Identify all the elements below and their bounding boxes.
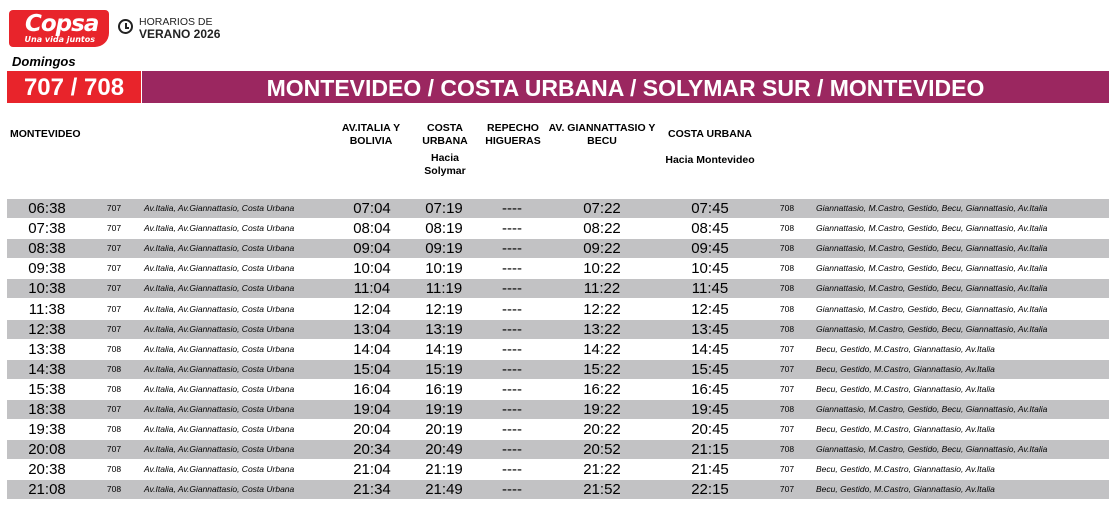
col-costa-out-line3: Hacia [430,152,460,164]
col-costa-urbana-in [650,128,770,167]
col-costa-in-line2: Hacia Montevideo [665,154,755,166]
via-in: Giannattasio, M.Castro, Gestido, Becu, Giannattasio, Av.Italia [816,283,1048,294]
table-row [7,300,1109,319]
time-costa-in: 12:45 [691,300,729,318]
time-costa-out: 20:49 [425,441,463,459]
route-out: 707 [106,444,122,455]
via-in: Becu, Gestido, M.Castro, Giannattasio, Av.Italia [816,424,995,435]
time-costa-out: 11:19 [425,280,463,298]
time-repecho: ---- [502,200,522,217]
schedule-season [139,16,220,40]
route-out: 708 [106,424,122,435]
route-name: MONTEVIDEO / COSTA URBANA / SOLYMAR SUR / MONTEVIDEO [142,71,1109,103]
table-row [7,199,1109,218]
via-out: Av.Italia, Av.Giannattasio, Costa Urbana [144,444,295,455]
time-giannattasio: 10:22 [583,260,621,278]
table-row [7,400,1109,419]
table-row [7,239,1109,258]
col-repecho-line1: REPECHO [487,122,539,134]
time-av-italia: 16:04 [353,380,391,398]
departure-time: 09:38 [28,260,66,278]
time-costa-out: 13:19 [425,320,463,338]
time-giannattasio: 09:22 [583,240,621,258]
via-out: Av.Italia, Av.Giannattasio, Costa Urbana [144,464,295,475]
time-av-italia: 07:04 [353,200,391,217]
table-row [7,360,1109,379]
time-costa-out: 14:19 [425,340,463,358]
time-repecho: ---- [502,421,522,439]
time-costa-in: 21:45 [691,461,729,479]
via-out: Av.Italia, Av.Giannattasio, Costa Urbana [144,343,295,354]
time-costa-in: 16:45 [691,380,729,398]
day-label: Domingos [12,54,76,69]
time-costa-out: 08:19 [425,220,463,238]
time-giannattasio: 20:22 [583,421,621,439]
time-repecho: ---- [502,441,522,459]
time-repecho: ---- [502,240,522,258]
via-out: Av.Italia, Av.Giannattasio, Costa Urbana [144,323,295,334]
time-costa-out: 21:49 [425,481,463,499]
table-row [7,279,1109,298]
route-out: 708 [106,383,122,394]
route-in: 707 [779,383,795,394]
via-out: Av.Italia, Av.Giannattasio, Costa Urbana [144,484,295,495]
via-out: Av.Italia, Av.Giannattasio, Costa Urbana [144,283,295,294]
col-repecho [478,122,548,148]
route-out: 707 [106,323,122,334]
table-row [7,219,1109,238]
season-line1: HORARIOS DE [139,16,213,28]
time-costa-out: 10:19 [425,260,463,278]
route-in: 708 [779,444,795,455]
route-in: 708 [779,323,795,334]
time-repecho: ---- [502,340,522,358]
route-in: 708 [779,283,795,294]
departure-time: 13:38 [28,340,66,358]
route-in: 708 [779,263,795,274]
departure-time: 14:38 [28,360,66,378]
col-av-italia-bolivia [330,122,412,148]
via-in: Becu, Gestido, M.Castro, Giannattasio, Av.Italia [816,464,995,475]
via-out: Av.Italia, Av.Giannattasio, Costa Urbana [144,404,295,414]
time-repecho: ---- [502,260,522,278]
route-number: 707 / 708 [7,71,141,103]
via-in: Becu, Gestido, M.Castro, Giannattasio, Av.Italia [816,383,995,394]
via-in: Giannattasio, M.Castro, Gestido, Becu, Giannattasio, Av.Italia [816,323,1048,334]
time-repecho: ---- [502,300,522,318]
route-in: 707 [779,343,795,354]
col-costa-out-line2: URBANA [422,135,468,147]
time-costa-in: 08:45 [691,220,729,238]
time-costa-in: 11:45 [691,280,729,298]
logo-slogan: Una vida juntos [24,35,95,44]
time-costa-out: 16:19 [425,380,463,398]
table-row [7,380,1109,399]
route-out: 707 [106,203,122,213]
col-av-italia-line1: AV.ITALIA Y [341,122,401,134]
table-row [7,440,1109,459]
time-av-italia: 14:04 [353,340,391,358]
route-in: 708 [779,203,795,213]
time-repecho: ---- [502,481,522,499]
time-costa-out: 15:19 [425,360,463,378]
col-montevideo: MONTEVIDEO [10,128,81,140]
departure-time: 11:38 [28,300,66,318]
via-out: Av.Italia, Av.Giannattasio, Costa Urbana [144,303,295,314]
via-in: Giannattasio, M.Castro, Gestido, Becu, Giannattasio, Av.Italia [816,243,1048,254]
departure-time: 06:38 [28,200,66,217]
time-giannattasio: 16:22 [583,380,621,398]
route-out: 708 [106,464,122,475]
col-giannattasio-line2: BECU [587,135,617,147]
departure-time: 15:38 [28,380,66,398]
time-repecho: ---- [502,380,522,398]
col-costa-out-line1: COSTA [427,122,463,134]
col-av-italia-line2: BOLIVIA [349,135,393,147]
table-row [7,480,1109,499]
time-repecho: ---- [502,461,522,479]
col-giannattasio-line1: AV. GIANNATTASIO Y [548,122,656,134]
time-av-italia: 20:04 [353,421,391,439]
via-in: Becu, Gestido, M.Castro, Giannattasio, Av.Italia [816,363,995,374]
time-costa-out: 07:19 [425,200,463,217]
time-costa-in: 09:45 [691,240,729,258]
logo-wordmark: Copsa [25,11,99,37]
time-giannattasio: 12:22 [583,300,621,318]
time-giannattasio: 07:22 [583,200,621,217]
col-costa-out-line4: Solymar [424,165,466,177]
time-costa-out: 19:19 [425,401,463,418]
time-av-italia: 09:04 [353,240,391,258]
time-repecho: ---- [502,320,522,338]
time-giannattasio: 11:22 [583,280,621,298]
time-repecho: ---- [502,280,522,298]
col-costa-in-line1: COSTA URBANA [668,128,752,140]
via-in: Giannattasio, M.Castro, Gestido, Becu, Giannattasio, Av.Italia [816,203,1048,213]
time-av-italia: 19:04 [353,401,391,418]
departure-time: 19:38 [28,421,66,439]
time-giannattasio: 13:22 [583,320,621,338]
route-out: 708 [106,343,122,354]
route-out: 708 [106,363,122,374]
route-out: 707 [106,303,122,314]
departure-time: 10:38 [28,280,66,298]
time-av-italia: 21:34 [353,481,391,499]
route-out: 707 [106,283,122,294]
via-out: Av.Italia, Av.Giannattasio, Costa Urbana [144,243,295,254]
route-out: 707 [106,404,122,414]
via-in: Becu, Gestido, M.Castro, Giannattasio, Av.Italia [816,484,995,495]
route-in: 708 [779,243,795,254]
via-out: Av.Italia, Av.Giannattasio, Costa Urbana [144,203,295,213]
route-out: 707 [106,243,122,254]
time-av-italia: 10:04 [353,260,391,278]
time-costa-out: 21:19 [425,461,463,479]
departure-time: 21:08 [28,481,66,499]
time-costa-in: 13:45 [691,320,729,338]
via-in: Giannattasio, M.Castro, Gestido, Becu, Giannattasio, Av.Italia [816,263,1048,274]
copsa-logo [9,10,109,47]
time-av-italia: 15:04 [353,360,391,378]
via-in: Giannattasio, M.Castro, Gestido, Becu, Giannattasio, Av.Italia [816,444,1048,455]
departure-time: 07:38 [28,220,66,238]
time-giannattasio: 21:22 [583,461,621,479]
via-out: Av.Italia, Av.Giannattasio, Costa Urbana [144,383,295,394]
route-in: 707 [779,484,795,495]
time-giannattasio: 15:22 [583,360,621,378]
route-out: 708 [106,484,122,495]
time-giannattasio: 14:22 [583,340,621,358]
route-in: 708 [779,404,795,414]
departure-time: 08:38 [28,240,66,258]
time-costa-in: 19:45 [691,401,729,418]
time-repecho: ---- [502,401,522,418]
route-in: 707 [779,464,795,475]
season-line2: VERANO 2026 [139,27,221,41]
time-giannattasio: 21:52 [583,481,621,499]
via-in: Giannattasio, M.Castro, Gestido, Becu, Giannattasio, Av.Italia [816,303,1048,314]
time-costa-in: 07:45 [691,200,729,217]
time-giannattasio: 20:52 [583,441,621,459]
time-costa-out: 12:19 [425,300,463,318]
time-av-italia: 20:34 [353,441,391,459]
departure-time: 20:38 [28,461,66,479]
via-out: Av.Italia, Av.Giannattasio, Costa Urbana [144,424,295,435]
via-in: Giannattasio, M.Castro, Gestido, Becu, Giannattasio, Av.Italia [816,223,1048,234]
via-out: Av.Italia, Av.Giannattasio, Costa Urbana [144,223,295,234]
time-av-italia: 11:04 [353,280,391,298]
table-row [7,259,1109,278]
route-in: 708 [779,223,795,234]
table-row [7,460,1109,479]
route-in: 708 [779,303,795,314]
time-repecho: ---- [502,220,522,238]
time-repecho: ---- [502,360,522,378]
via-in: Giannattasio, M.Castro, Gestido, Becu, Giannattasio, Av.Italia [816,404,1048,414]
time-costa-in: 20:45 [691,421,729,439]
time-av-italia: 13:04 [353,320,391,338]
table-row [7,340,1109,359]
table-row [7,420,1109,439]
via-in: Becu, Gestido, M.Castro, Giannattasio, Av.Italia [816,343,995,354]
time-costa-in: 21:15 [691,441,729,459]
time-costa-in: 22:15 [691,481,729,499]
time-costa-in: 15:45 [691,360,729,378]
departure-time: 20:08 [28,441,66,459]
table-row [7,320,1109,339]
route-out: 707 [106,223,122,234]
time-costa-in: 14:45 [691,340,729,358]
time-av-italia: 21:04 [353,461,391,479]
departure-time: 12:38 [28,320,66,338]
col-giannattasio [540,122,664,148]
clock-icon [118,19,133,34]
route-out: 707 [106,263,122,274]
time-costa-out: 09:19 [425,240,463,258]
route-in: 707 [779,424,795,435]
departure-time: 18:38 [28,401,66,418]
via-out: Av.Italia, Av.Giannattasio, Costa Urbana [144,363,295,374]
time-giannattasio: 08:22 [583,220,621,238]
time-costa-in: 10:45 [691,260,729,278]
col-repecho-line2: HIGUERAS [485,135,541,147]
time-giannattasio: 19:22 [583,401,621,418]
route-in: 707 [779,363,795,374]
time-av-italia: 08:04 [353,220,391,238]
col-costa-urbana-out [410,122,480,178]
time-costa-out: 20:19 [425,421,463,439]
time-av-italia: 12:04 [353,300,391,318]
via-out: Av.Italia, Av.Giannattasio, Costa Urbana [144,263,295,274]
